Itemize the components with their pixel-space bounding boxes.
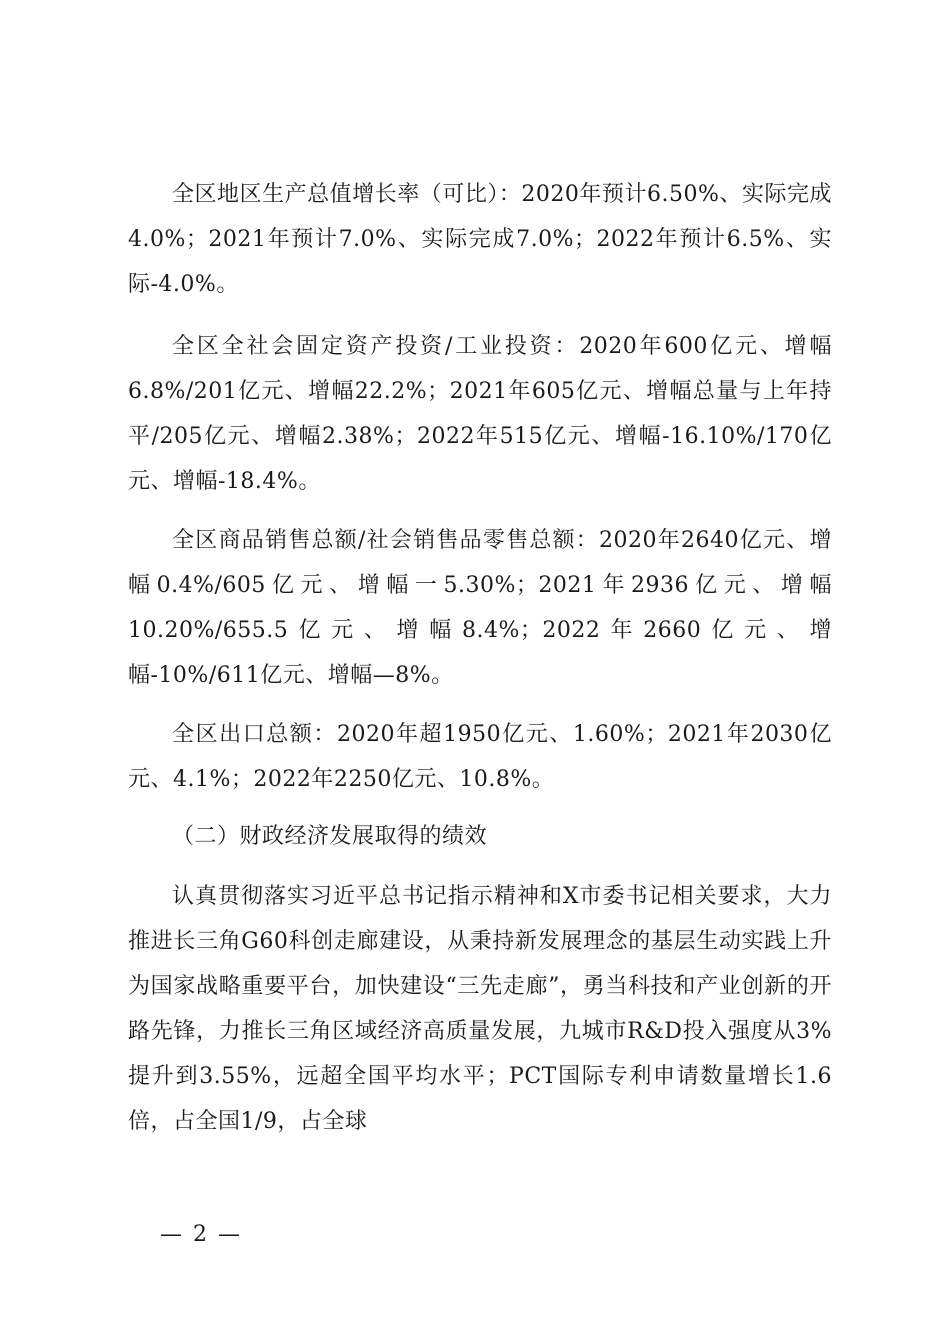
page-number: — 2 — xyxy=(160,1222,242,1247)
paragraph-fixed-asset-investment: 全区全社会固定资产投资/工业投资：2020年600亿元、增幅6.8%/201亿元、增幅22.2%；2021年605亿元、增幅总量与上年持平/205亿元、增幅2.38%；2022年515亿元、增幅-16.10%/170亿元、增幅-18.4%。 xyxy=(128,334,832,494)
paragraph-exports: 全区出口总额：2020年超1950亿元、1.60%；2021年2030亿元、4.1%；2022年2250亿元、10.8%。 xyxy=(128,722,832,792)
paragraph-commodity-sales: 全区商品销售总额/社会销售品零售总额：2020年2640亿元、增幅0.4%/605亿元、增幅一5.30%；2021年2936亿元、增幅10.20%/655.5亿元、增幅8.4%；2022年2660亿元、增幅-10%/611亿元、增幅—8%。 xyxy=(128,528,832,688)
paragraph-gdp-growth: 全区地区生产总值增长率（可比）：2020年预计6.50%、实际完成4.0%；2021年预计7.0%、实际完成7.0%；2022年预计6.5%、实际-4.0%。 xyxy=(128,182,832,297)
paragraph-performance: 认真贯彻落实习近平总书记指示精神和X市委书记相关要求，大力推进长三角G60科创走廊建设，从秉持新发展理念的基层生动实践上升为国家战略重要平台，加快建设“三先走廊”，勇当科技和产业创新的开路先锋，力推长三角区域经济高质量发展，九城市R&D投入强度从3%提升到3.55%，远超全国平均水平；PCT国际专利申请数量增长1.6倍，占全国1/9，占全球 xyxy=(128,884,832,1134)
section-heading: （二）财政经济发展取得的绩效 xyxy=(172,824,488,849)
